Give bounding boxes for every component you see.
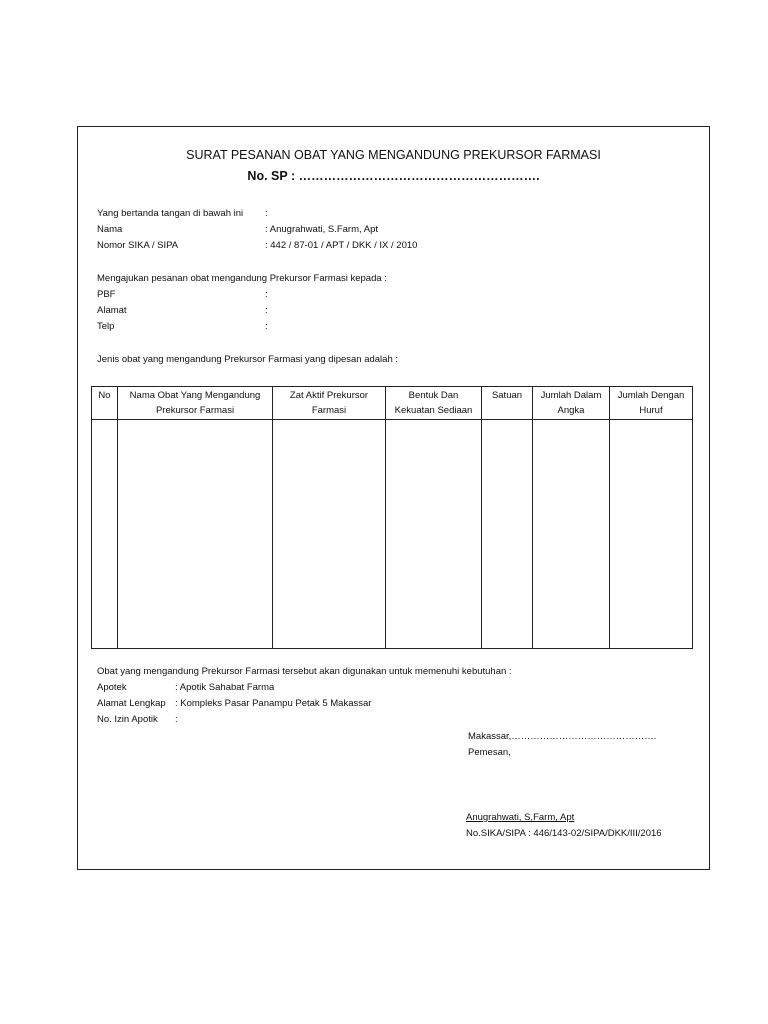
col-header-zat-aktif: Zat Aktif Prekursor Farmasi: [273, 387, 386, 420]
col-header-bentuk: Bentuk Dan Kekuatan Sediaan: [386, 387, 482, 420]
pemesan-label: Pemesan,: [468, 747, 511, 758]
apotek-value: : Apotik Sahabat Farma: [175, 682, 275, 693]
signer-sika-label: Nomor SIKA / SIPA: [97, 240, 179, 251]
telp-label: Telp: [97, 321, 115, 332]
table-cell: [118, 420, 273, 649]
izin-apotik-label: No. Izin Apotik: [97, 714, 158, 725]
supplier-intro: Mengajukan pesanan obat mengandung Prekursor Farmasi kepada :: [97, 273, 387, 284]
col-header-no: No: [92, 387, 118, 420]
alamat-lengkap-label: Alamat Lengkap: [97, 698, 166, 709]
col-header-jumlah-angka: Jumlah Dalam Angka: [533, 387, 610, 420]
sp-number: No. SP : ………………………………………………….: [247, 169, 540, 183]
col-header-jumlah-huruf: Jumlah Dengan Huruf: [610, 387, 693, 420]
signer-sika-value: : 442 / 87-01 / APT / DKK / IX / 2010: [265, 240, 418, 251]
table-cell: [386, 420, 482, 649]
col-header-nama-obat: Nama Obat Yang Mengandung Prekursor Farmasi: [118, 387, 273, 420]
items-table: [91, 386, 693, 649]
apotek-label: Apotek: [97, 682, 127, 693]
alamat-value: :: [265, 305, 268, 316]
table-cell: [482, 420, 533, 649]
alamat-lengkap-value: : Kompleks Pasar Panampu Petak 5 Makassar: [175, 698, 372, 709]
signer-intro-colon: :: [265, 208, 268, 219]
signer-sika-signature: No.SIKA/SIPA : 446/143-02/SIPA/DKK/III/2016: [466, 828, 662, 839]
table-row: [92, 420, 693, 649]
telp-value: :: [265, 321, 268, 332]
table-cell: [273, 420, 386, 649]
signer-name-label: Nama: [97, 224, 123, 235]
place-date: Makassar,……………………………………….: [468, 731, 657, 742]
table-cell: [610, 420, 693, 649]
signer-name-value: : Anugrahwati, S.Farm, Apt: [265, 224, 378, 235]
order-form: [77, 126, 710, 870]
table-header-row: [92, 387, 693, 420]
pbf-label: PBF: [97, 289, 116, 300]
col-header-satuan: Satuan: [482, 387, 533, 420]
table-intro: Jenis obat yang mengandung Prekursor Farmasi yang dipesan adalah :: [97, 354, 399, 365]
usage-intro: Obat yang mengandung Prekursor Farmasi tersebut akan digunakan untuk memenuhi kebutuhan :: [97, 666, 512, 677]
signer-intro-label: Yang bertanda tangan di bawah ini: [97, 208, 244, 219]
signer-name-signature: Anugrahwati, S,Farm, Apt: [466, 812, 575, 823]
form-title: SURAT PESANAN OBAT YANG MENGANDUNG PREKURSOR FARMASI: [186, 148, 601, 162]
izin-apotik-value: :: [175, 714, 178, 725]
pbf-value: :: [265, 289, 268, 300]
table-cell: [533, 420, 610, 649]
alamat-label: Alamat: [97, 305, 127, 316]
table-cell: [92, 420, 118, 649]
